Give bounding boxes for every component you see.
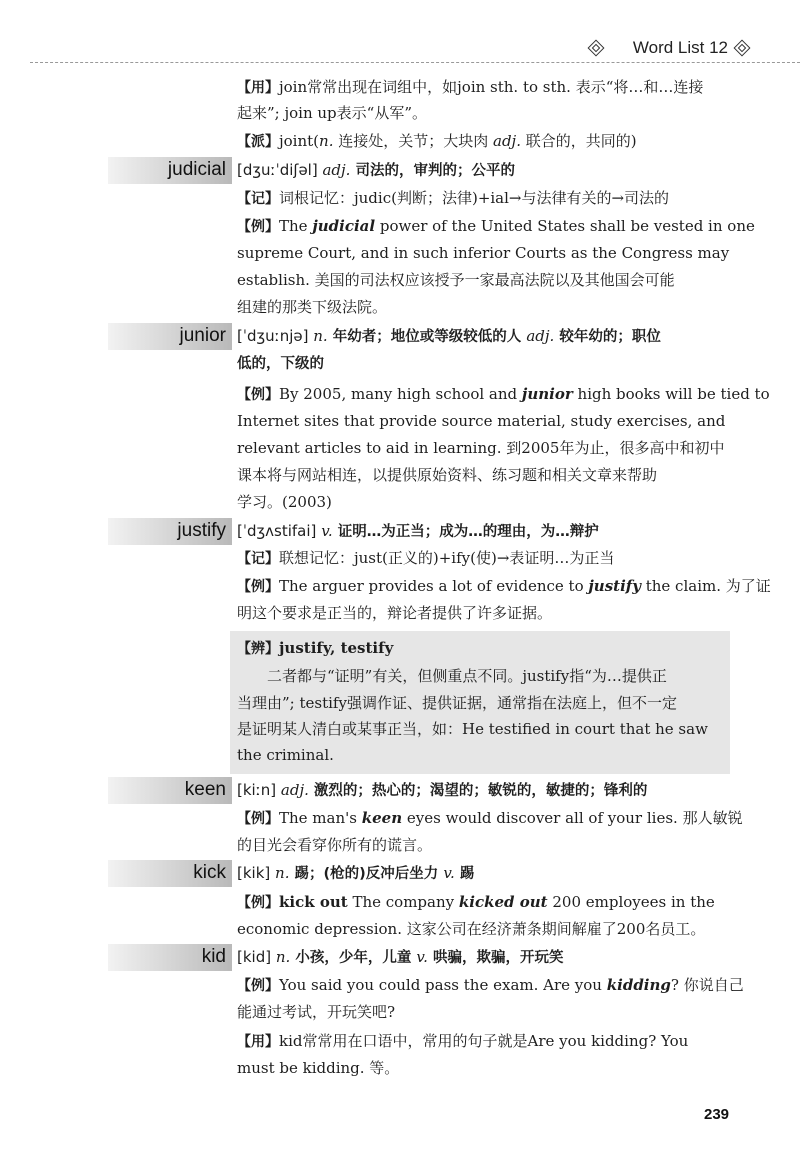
entry-definition-judicial: [dʒuːˈdiʃəl] adj. 司法的，审判的；公平的: [237, 161, 516, 179]
example-justify: 【例】The arguer provides a lot of evidence to justify the claim. 为了证: [237, 577, 771, 595]
example-keen-cont: 的目光会看穿你所有的谎言。: [237, 836, 433, 854]
header-divider: [30, 62, 800, 63]
example-junior-cont: 学习。(2003): [237, 493, 332, 511]
example-junior-cont: relevant articles to aid in learning. 到2005年为止，很多高中和初中: [237, 439, 725, 457]
example-judicial-cont: establish. 美国的司法权应该授予一家最高法院以及其他国会可能: [237, 271, 675, 289]
entry-definition-junior-cont: 低的，下级的: [237, 356, 324, 372]
usage-note-join-cont: 起来”; join up表示“从军”。: [237, 104, 427, 122]
entry-definition-keen: [kiːn] adj. 激烈的；热心的；渴望的；敏锐的，敏捷的；锋利的: [237, 781, 648, 799]
headword: keen: [184, 779, 226, 800]
entry-bar-kid: [108, 944, 232, 971]
example-keen: 【例】The man's keen eyes would discover all of your lies. 那人敏锐: [237, 809, 743, 827]
example-kid: 【例】You said you could pass the exam. Are you kidding? 你说自己: [237, 976, 744, 994]
example-judicial: 【例】The judicial power of the United States shall be vested in one: [237, 217, 755, 235]
diamond-icon: [734, 40, 751, 57]
headword: kick: [193, 862, 226, 883]
headword: kid: [201, 946, 226, 967]
example-junior: 【例】By 2005, many high school and junior high books will be tied to: [237, 385, 770, 403]
running-header: [0, 34, 800, 64]
example-kid-cont: 能通过考试，开玩笑吧?: [237, 1003, 396, 1021]
entry-bar-junior: [108, 323, 232, 350]
entry-definition-justify: [ˈdʒʌstifai] v. 证明…为正当；成为…的理由，为…辩护: [237, 522, 599, 540]
diamond-icon: [588, 40, 605, 57]
example-judicial-cont: supreme Court, and in such inferior Courts as the Congress may: [237, 244, 730, 262]
headword: junior: [179, 325, 226, 346]
example-judicial-cont: 组建的那类下级法院。: [237, 298, 388, 316]
page-number: 239: [704, 1106, 730, 1123]
distinction-text: 是证明某人清白或某事正当，如：He testified in court that he saw: [237, 720, 708, 738]
entry-definition-kid: [kid] n. 小孩，少年，儿童 v. 哄骗，欺骗，开玩笑: [237, 948, 564, 966]
distinction-text: the criminal.: [237, 746, 334, 764]
entry-bar-judicial: [108, 157, 232, 184]
entry-bar-kick: [108, 860, 232, 887]
example-junior-cont: 课本将与网站相连，以提供原始资料、练习题和相关文章来帮助: [237, 466, 658, 484]
distinction-title: 【辨】justify, testify: [237, 639, 394, 657]
example-kick-cont: economic depression. 这家公司在经济萧条期间解雇了200名员工。: [237, 920, 706, 938]
entry-definition-kick: [kik] n. 踢；(枪的)反冲后坐力 v. 踢: [237, 864, 475, 882]
memory-note-judicial: 【记】词根记忆：judic(判断；法律)+ial→与法律有关的→司法的: [237, 189, 670, 207]
headword: judicial: [167, 159, 226, 180]
derivative-note-joint: 【派】joint(n. 连接处，关节；大块肉 adj. 联合的，共同的): [237, 132, 637, 150]
distinction-text: 二者都与“证明”有关，但侧重点不同。justify指“为…提供正: [267, 667, 667, 685]
headword: justify: [177, 520, 226, 541]
usage-note-kid-cont: must be kidding. 等。: [237, 1059, 400, 1077]
entry-definition-junior: [ˈdʒuːnjə] n. 年幼者；地位或等级较低的人 adj. 较年幼的；职位: [237, 327, 661, 345]
entry-bar-justify: [108, 518, 232, 545]
example-justify-cont: 明这个要求是正当的，辩论者提供了许多证据。: [237, 604, 553, 622]
usage-note-kid: 【用】kid常常用在口语中，常用的句子就是Are you kidding? You: [237, 1032, 689, 1050]
distinction-text: 当理由”; testify强调作证、提供证据，通常指在法庭上，但不一定: [237, 694, 677, 712]
entry-bar-keen: [108, 777, 232, 804]
header-title: Word List 12: [632, 38, 728, 57]
example-junior-cont: Internet sites that provide source material, study exercises, and: [237, 412, 726, 430]
usage-note-join: 【用】join常常出现在词组中，如join sth. to sth. 表示“将…和…连接: [237, 78, 704, 96]
memory-note-justify: 【记】联想记忆：just(正义的)+ify(使)→表证明…为正当: [237, 549, 615, 567]
example-kick: 【例】kick out The company kicked out 200 employees in the: [237, 893, 715, 911]
